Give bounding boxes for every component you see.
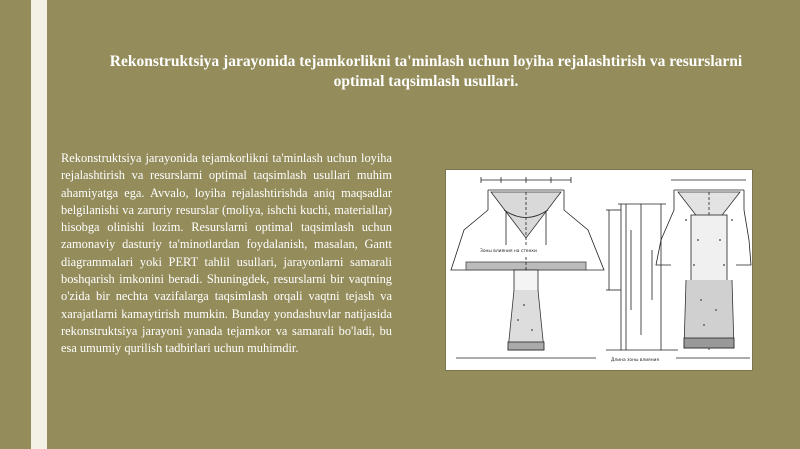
figure-caption-left: Зоны влияния на стенки (480, 249, 537, 254)
figure-caption-right: Длина зоны влияния (611, 358, 660, 363)
slide-title: Rekonstruktsiya jarayonida tejamkorlikni ta'minlash uchun loyiha rejalashtirish va resurslarni optimal taqsimlash usullari. (109, 53, 743, 90)
slide-body-text: Rekonstruktsiya jarayonida tejamkorlikni ta'minlash uchun loyiha rejalashtirish va resurslarni optimal taqsimlash usullari muhim ahamiyatga ega. Avvalo, loyiha rejalashtirishda aniq maqsadlar belgilanishi va zaruriy resurslar (moliya, ishchi kuchi, materiallar) hisobga olinishi lozim. Resurslarni optimal taqsimlash uchun zamonaviy dasturiy ta'minotlardan foydalanish, masalan, Gantt diagrammalari yoki PERT tahlil usullari, jarayonlarni samarali boshqarish imkonini beradi. Shuningdek, resurslarni bir vaqtning o'zida bir nechta vazifalarga taqsimlash orqali vaqtni tejash va xarajatlarni kamaytirish mumkin. Bunday yondashuvlar natijasida rekonstruktsiya jarayoni yanada tejamkor va samarali bo'ladi, bu esa umumiy qurilish tadbirlari uchun muhimdir. (61, 151, 392, 356)
left-accent-stripe (31, 0, 47, 449)
engineering-drawing-image (445, 169, 753, 371)
